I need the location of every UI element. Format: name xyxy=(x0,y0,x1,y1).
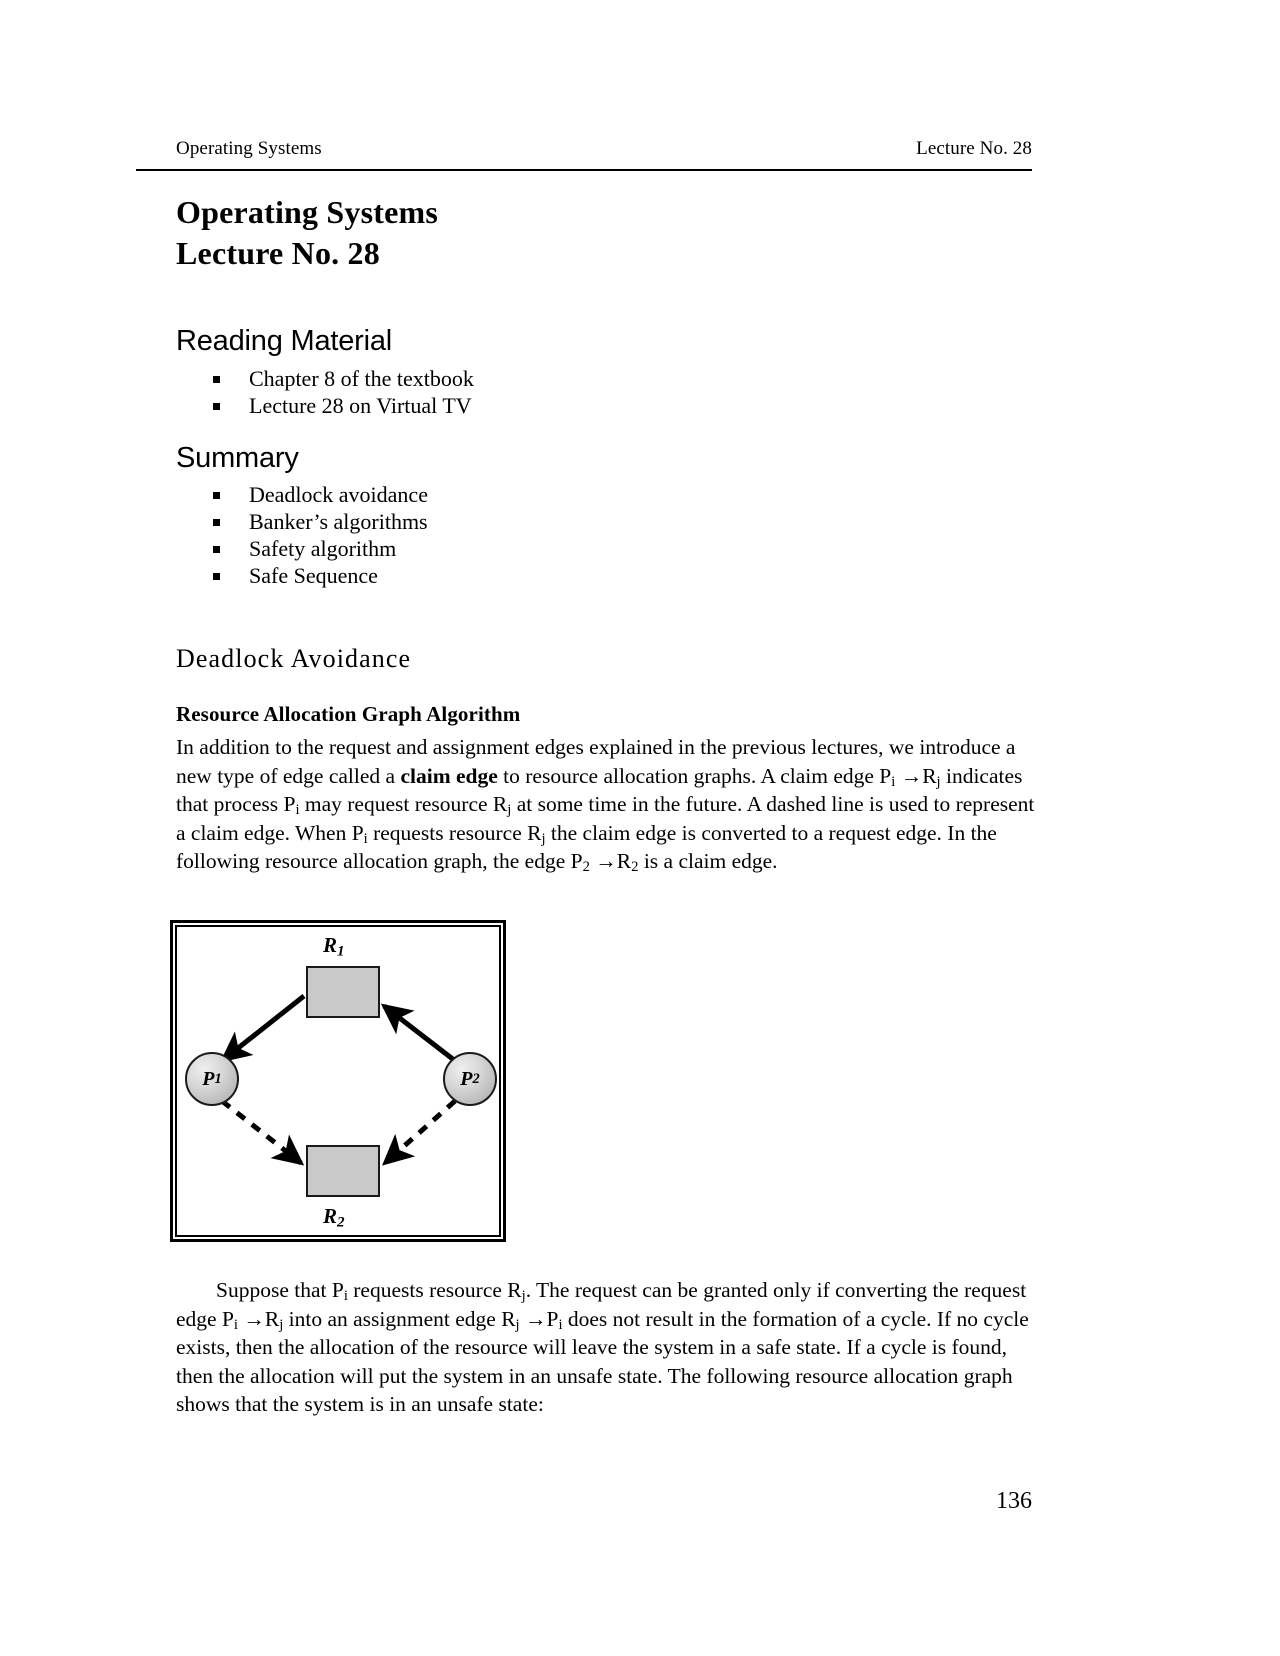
bold-term-claim-edge: claim edge xyxy=(400,763,498,788)
summary-list xyxy=(210,481,428,589)
list-item xyxy=(210,392,474,419)
page-number: 136 xyxy=(996,1488,1032,1514)
list-item-label: Banker’s algorithms xyxy=(249,509,428,534)
figure-label-p2-text: P xyxy=(460,1067,473,1090)
list-item-label: Safety algorithm xyxy=(249,536,397,561)
section-heading-summary: Summary xyxy=(176,442,299,474)
square-bullet-icon xyxy=(213,492,220,499)
figure-label-r2 xyxy=(323,1204,345,1229)
header-left-text: Operating Systems xyxy=(176,138,322,159)
list-item-label: Deadlock avoidance xyxy=(249,482,428,507)
process-node-p1-label: P 1 xyxy=(202,1067,222,1090)
resource-node-r2 xyxy=(306,1145,380,1197)
subheading-resource-allocation-graph-algorithm: Resource Allocation Graph Algorithm xyxy=(176,702,521,726)
edge-p2-to-r2 xyxy=(385,1101,455,1163)
list-item xyxy=(210,365,474,392)
edge-p1-to-r2 xyxy=(222,1101,301,1163)
figure-label-r1-text: R xyxy=(323,933,338,957)
figure-label-r2-text: R xyxy=(323,1204,338,1228)
list-item-label: Lecture 28 on Virtual TV xyxy=(249,393,472,418)
page-title-line1: Operating Systems xyxy=(176,194,439,230)
list-item-label: Safe Sequence xyxy=(249,563,378,588)
figure-label-r1 xyxy=(323,933,345,958)
square-bullet-icon xyxy=(213,403,220,410)
running-header xyxy=(176,138,1032,160)
list-item xyxy=(210,508,428,535)
process-node-p2 xyxy=(443,1052,497,1106)
list-item xyxy=(210,535,428,562)
page-title xyxy=(176,192,438,274)
resource-allocation-graph-figure xyxy=(170,920,506,1242)
process-node-p1 xyxy=(185,1052,239,1106)
edge-r1-to-p1 xyxy=(223,996,304,1060)
section-heading-deadlock-avoidance: Deadlock Avoidance xyxy=(176,644,412,673)
page-title-line2: Lecture No. 28 xyxy=(176,235,380,271)
figure-label-r1-sub: 1 xyxy=(337,943,345,960)
reading-material-list xyxy=(210,365,474,419)
figure-label-p1-text: P xyxy=(202,1067,215,1090)
list-item xyxy=(210,562,428,589)
process-node-p2-label: P 2 xyxy=(460,1067,480,1090)
body-paragraph-2: Suppose that $P_i$ requests resource $R_j$. The request can be granted only if converting the request edge $P_i \to R_j$ into an assignment edge $R_j \to P_i$ does not result in the formation of a cycle. If no cycle exists, then the allocation of the resource will leave the system in a safe state. If a cycle is found, then the allocation will put the system in an unsafe state. The following resource allocation graph shows that the system is in an unsafe state: xyxy=(176,1278,1029,1417)
edge-p2-to-r1 xyxy=(384,1006,454,1060)
square-bullet-icon xyxy=(213,573,220,580)
header-right-text: Lecture No. 28 xyxy=(916,138,1032,159)
resource-node-r1 xyxy=(306,966,380,1018)
list-item-label: Chapter 8 of the textbook xyxy=(249,366,474,391)
figure-label-r2-sub: 2 xyxy=(337,1214,345,1231)
square-bullet-icon xyxy=(213,519,220,526)
square-bullet-icon xyxy=(213,376,220,383)
section-heading-reading-material: Reading Material xyxy=(176,325,393,357)
header-rule xyxy=(136,169,1032,171)
list-item xyxy=(210,481,428,508)
body-paragraph-1: In addition to the request and assignment edges explained in the previous lectures, we introduce a new type of edge called a claim edge to resource allocation graphs. A claim edge $P_i \to R_j$ indicates that process $P_i$ may request resource $R_j$ at some time in the future. A dashed line is used to represent a claim edge. When $P_i$ requests resource $R_j$ the claim edge is converted to a request edge. In the following resource allocation graph, the edge $P_2 \to R_2$ is a claim edge. xyxy=(176,735,1035,876)
square-bullet-icon xyxy=(213,546,220,553)
